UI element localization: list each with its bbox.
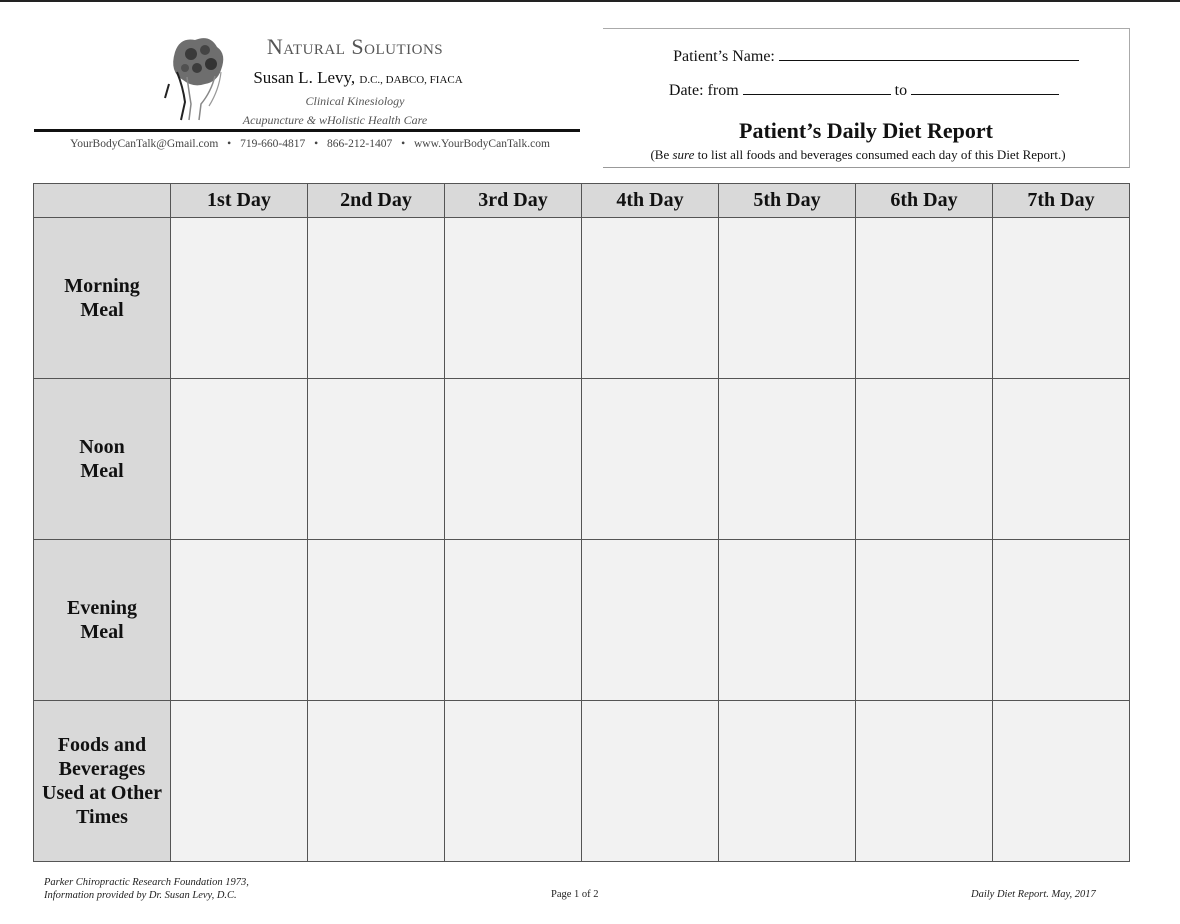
diet-entry-cell[interactable] [719, 379, 856, 540]
day-header: 4th Day [582, 184, 719, 218]
meal-label-line: Noon [79, 436, 125, 458]
diet-entry-cell[interactable] [171, 218, 308, 379]
patient-name-field[interactable] [779, 46, 1079, 61]
diet-entry-cell[interactable] [993, 218, 1130, 379]
contact-phone-2: 866-212-1407 [327, 138, 393, 150]
diet-entry-cell[interactable] [856, 540, 993, 701]
diet-entry-cell[interactable] [308, 701, 445, 862]
specialty: Clinical Kinesiology [305, 94, 405, 108]
diet-entry-cell[interactable] [308, 218, 445, 379]
diet-entry-cell[interactable] [856, 218, 993, 379]
date-to-label: to [894, 82, 908, 99]
separator: • [401, 138, 406, 150]
services: Acupuncture & wHolistic Health Care [242, 113, 428, 127]
contact-website[interactable]: www.YourBodyCanTalk.com [413, 138, 550, 150]
day-header: 7th Day [993, 184, 1130, 218]
day-header: 6th Day [856, 184, 993, 218]
diet-entry-cell[interactable] [445, 379, 582, 540]
patient-name-line [613, 46, 1139, 66]
day-header: 1st Day [171, 184, 308, 218]
separator: • [314, 138, 319, 150]
diet-entry-cell[interactable] [171, 379, 308, 540]
footer-credit [44, 876, 249, 902]
date-to-field[interactable] [911, 80, 1059, 95]
doctor-name-text: Susan L. Levy, [253, 68, 356, 87]
meal-row [34, 701, 1130, 862]
contact-email[interactable]: YourBodyCanTalk@Gmail.com [70, 138, 219, 150]
doctor-credentials: D.C., DABCO, FIACA [359, 74, 463, 86]
meal-label [34, 540, 171, 701]
diet-entry-cell[interactable] [445, 540, 582, 701]
meal-row [34, 540, 1130, 701]
note-prefix: (Be [650, 147, 673, 162]
meal-row [34, 218, 1130, 379]
meal-label-line: Beverages [58, 758, 146, 780]
meal-label [34, 218, 171, 379]
page-number: Page 1 of 2 [551, 889, 599, 900]
top-edge-bar [0, 0, 1180, 2]
meal-label-line: Times [76, 806, 128, 828]
letterhead-rule [34, 129, 580, 132]
document-version: Daily Diet Report. May, 2017 [971, 889, 1096, 900]
doctor-name [228, 68, 488, 88]
diet-entry-cell[interactable] [582, 218, 719, 379]
meal-label-line: Morning [64, 275, 140, 297]
diet-entry-cell[interactable] [582, 379, 719, 540]
meal-label-line: Used at Other [42, 782, 162, 804]
diet-entry-cell[interactable] [308, 540, 445, 701]
table-header-row [34, 184, 1130, 218]
day-header: 3rd Day [445, 184, 582, 218]
date-range-line [601, 80, 1127, 100]
meal-row [34, 379, 1130, 540]
meal-label-line: Meal [80, 621, 124, 643]
diet-entry-cell[interactable] [993, 540, 1130, 701]
meal-label [34, 379, 171, 540]
diet-entry-cell[interactable] [993, 701, 1130, 862]
separator: • [227, 138, 232, 150]
footer-credit-line-1: Parker Chiropractic Research Foundation 1973, [44, 877, 249, 888]
diet-entry-cell[interactable] [582, 540, 719, 701]
diet-entry-cell[interactable] [856, 379, 993, 540]
patient-name-label: Patient’s Name: [673, 48, 775, 65]
contact-phone-1: 719-660-4817 [240, 138, 306, 150]
date-from-field[interactable] [743, 80, 891, 95]
diet-entry-cell[interactable] [719, 540, 856, 701]
corner-cell [34, 184, 171, 218]
day-header: 5th Day [719, 184, 856, 218]
brand-name: Natural Solutions [266, 34, 444, 59]
diet-table [33, 183, 1130, 862]
contact-line [30, 138, 590, 150]
note-suffix: to list all foods and beverages consumed each day of this Diet Report.) [694, 147, 1066, 162]
diet-entry-cell[interactable] [856, 701, 993, 862]
meal-label-line: Meal [80, 460, 124, 482]
diet-entry-cell[interactable] [171, 540, 308, 701]
diet-entry-cell[interactable] [171, 701, 308, 862]
meal-label-line: Evening [66, 597, 138, 619]
diet-entry-cell[interactable] [993, 379, 1130, 540]
report-instruction [588, 147, 1128, 163]
patient-info-box [603, 28, 1130, 168]
hands-holding-flowers-icon [155, 32, 235, 122]
diet-entry-cell[interactable] [719, 218, 856, 379]
diet-entry-cell[interactable] [445, 218, 582, 379]
meal-label [34, 701, 171, 862]
meal-label-line: Meal [80, 299, 124, 321]
meal-label-line: Foods and [57, 734, 147, 756]
diet-entry-cell[interactable] [445, 701, 582, 862]
letterhead [30, 28, 590, 158]
footer-credit-line-2: Information provided by Dr. Susan Levy, D.C. [44, 890, 237, 901]
note-emphasis: sure [672, 147, 695, 162]
day-header: 2nd Day [308, 184, 445, 218]
report-title: Patient’s Daily Diet Report [739, 118, 993, 143]
diet-entry-cell[interactable] [719, 701, 856, 862]
date-from-label: Date: from [668, 82, 739, 99]
diet-entry-cell[interactable] [308, 379, 445, 540]
diet-entry-cell[interactable] [582, 701, 719, 862]
